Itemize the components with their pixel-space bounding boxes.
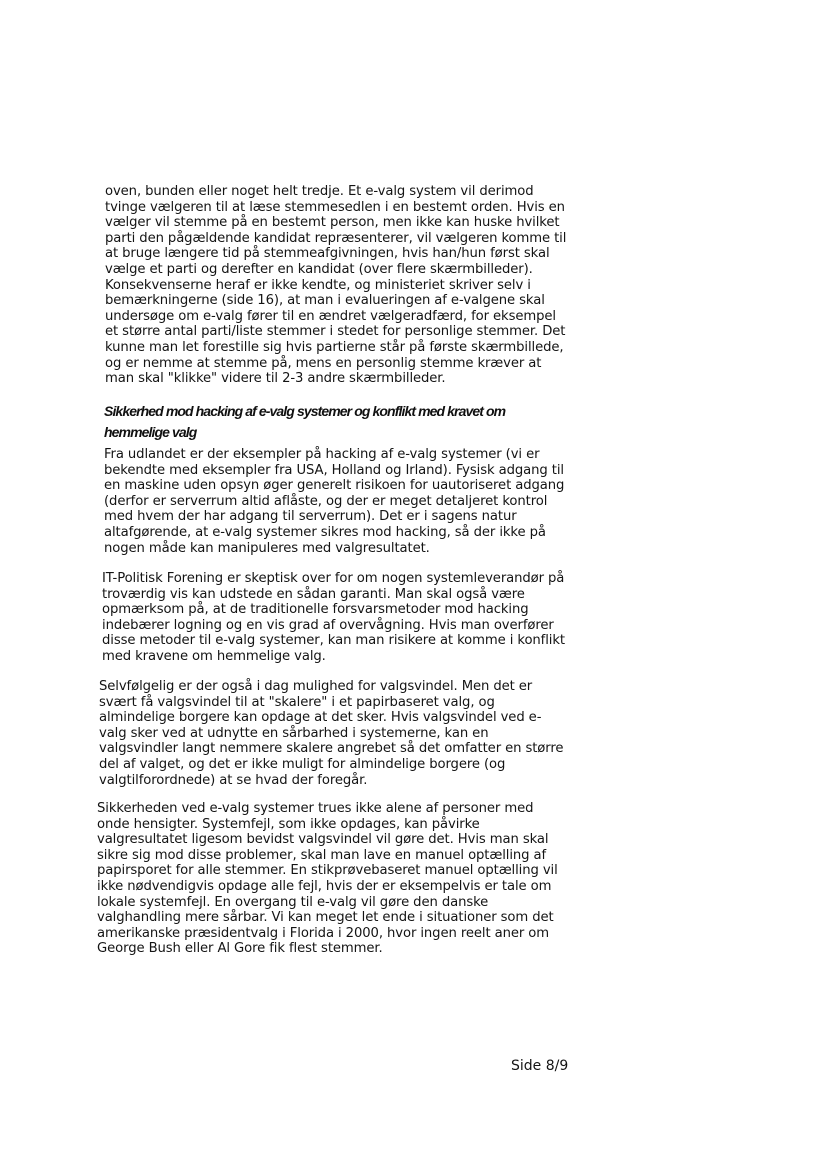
text-line: valgsvindler langt nemmere skalere angrebet så det omfatter en større: [99, 741, 564, 757]
text-line: undersøge om e-valg fører til en ændret vælgeradfærd, for eksempel: [105, 308, 556, 324]
paragraph-sikkerhed: [97, 801, 558, 957]
text-line: troværdig vis kan udstede en sådan garanti. Man skal også være: [102, 586, 525, 602]
text-line: man skal "klikke" videre til 2-3 andre skærmbilleder.: [105, 371, 446, 387]
text-line: IT-Politisk Forening er skeptisk over for om nogen systemleverandør på: [102, 571, 565, 586]
text-line: valgtilforordnede) at se hvad der foregår.: [99, 772, 368, 788]
text-line: med kravene om hemmelige valg.: [102, 648, 326, 664]
text-line: kunne man let forestille sig hvis partierne står på første skærmbillede,: [105, 339, 564, 355]
text-line: og er nemme at stemme på, mens en personlig stemme kræver at: [105, 355, 542, 371]
text-line: disse metoder til e-valg systemer, kan man risikere at komme i konflikt: [102, 633, 565, 649]
text-line: bemærkningerne (side 16), at man i evalueringen af e-valgene skal: [105, 293, 545, 309]
text-line: George Bush eller Al Gore fik flest stemmer.: [97, 941, 383, 957]
text-line: sikre sig mod disse problemer, skal man lave en manuel optælling af: [97, 847, 547, 863]
text-line: Fra udlandet er der eksempler på hacking af e-valg systemer (vi er: [104, 447, 540, 462]
text-line: oven, bunden eller noget helt tredje. Et e-valg system vil derimod: [105, 184, 534, 199]
text-line: vælger vil stemme på en bestemt person, men ikke kan huske hvilket: [105, 215, 560, 231]
text-line: Selvfølgelig er der også i dag mulighed for valgsvindel. Men det er: [99, 679, 533, 694]
text-line: onde hensigter. Systemfejl, som ikke opdages, kan påvirke: [97, 816, 480, 832]
heading-line: hemmelige valg: [104, 424, 197, 440]
text-line: Sikkerheden ved e-valg systemer trues ikke alene af personer med: [97, 801, 534, 816]
heading-line: Sikkerhed mod hacking af e-valg systemer og konflikt med kravet om: [104, 403, 506, 419]
text-line: altafgørende, at e-valg systemer sikres mod hacking, så der ikke på: [104, 524, 546, 540]
text-line: Konsekvenserne heraf er ikke kendte, og ministeriet skriver selv i: [105, 277, 531, 293]
text-line: amerikanske præsidentvalg i Florida i 2000, hvor ingen reelt aner om: [97, 925, 549, 941]
text-line: valg sker ved at udnytte en sårbarhed i systemerne, kan en: [99, 725, 489, 741]
text-line: almindelige borgere kan opdage at det sker. Hvis valgsvindel ved e-: [99, 710, 542, 726]
text-line: svært få valgsvindel til at "skalere" i et papirbaseret valg, og: [99, 694, 495, 710]
continuation-paragraph: [105, 184, 566, 387]
text-line: med hvem der har adgang til serverrum). Det er i sagens natur: [104, 509, 517, 525]
paragraph-hacking-examples: [104, 447, 564, 556]
text-line: bekendte med eksempler fra USA, Holland og Irland). Fysisk adgang til: [104, 462, 564, 478]
text-line: vælge et parti og derefter en kandidat (over flere skærmbilleder).: [105, 261, 533, 277]
text-line: (derfor er serverrum altid aflåste, og der er meget detaljeret kontrol: [104, 493, 548, 509]
section-heading: [104, 401, 505, 443]
text-line: del af valget, og det er ikke muligt for almindelige borgere (og: [99, 756, 506, 772]
text-line: opmærksom på, at de traditionelle forsvarsmetoder mod hacking: [102, 602, 529, 618]
text-line: tvinge vælgeren til at læse stemmesedlen i en bestemt orden. Hvis en: [105, 199, 565, 215]
text-line: valgresultatet ligesom bevidst valgsvindel vil gøre det. Hvis man skal: [97, 832, 549, 848]
text-line: nogen måde kan manipuleres med valgresultatet.: [104, 540, 430, 556]
text-line: indebærer logning og en vis grad af overvågning. Hvis man overfører: [102, 617, 554, 633]
text-line: parti den pågældende kandidat repræsenterer, vil vælgeren komme til: [105, 230, 567, 246]
text-line: ikke nødvendigvis opdage alle fejl, hvis der er eksempelvis er tale om: [97, 878, 552, 894]
paragraph-valgsvindel: [99, 679, 563, 788]
text-line: valghandling mere sårbar. Vi kan meget let ende i situationer som det: [97, 910, 554, 926]
text-line: en maskine uden opsyn øger generelt risikoen for uautoriseret adgang: [104, 478, 565, 494]
text-line: et større antal parti/liste stemmer i stedet for personlige stemmer. Det: [105, 324, 566, 340]
page-number: Side 8/9: [511, 1058, 569, 1074]
text-line: at bruge længere tid på stemmeafgivningen, hvis han/hun først skal: [105, 246, 550, 262]
text-line: lokale systemfejl. En overgang til e-valg vil gøre den danske: [97, 894, 489, 910]
paragraph-it-politisk: [102, 571, 565, 665]
text-line: papirsporet for alle stemmer. En stikprøvebaseret manuel optælling vil: [97, 863, 558, 879]
